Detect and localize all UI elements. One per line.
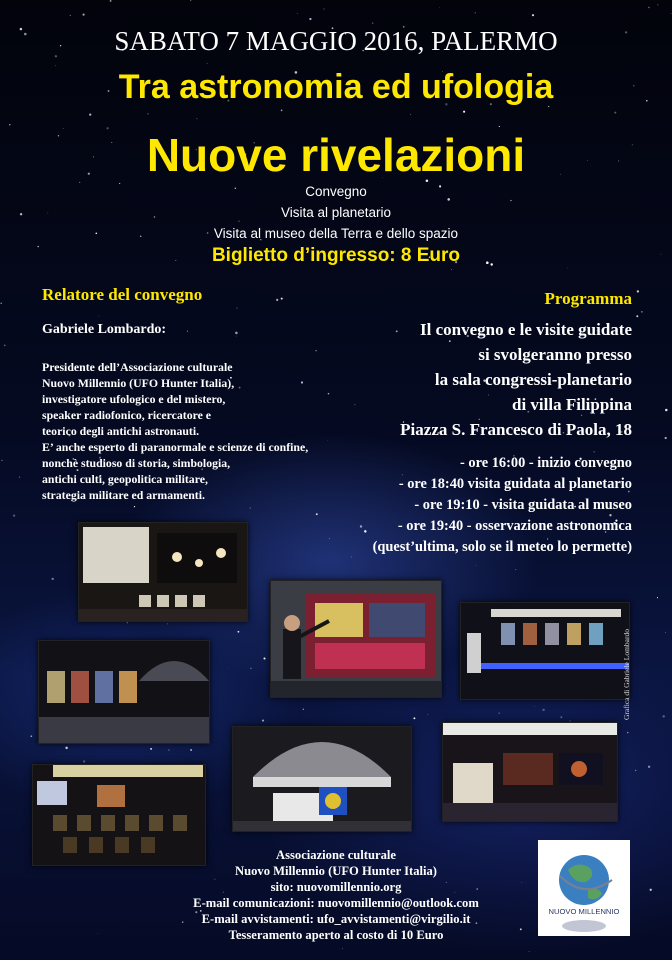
- speaker-bio-line: investigatore ufologico e del mistero,: [42, 392, 226, 406]
- star: [627, 732, 628, 733]
- star: [110, 0, 112, 2]
- star: [238, 631, 240, 633]
- star: [510, 200, 511, 201]
- program-heading: Programma: [544, 289, 632, 308]
- star: [413, 717, 415, 719]
- star: [250, 508, 251, 509]
- star: [665, 632, 666, 633]
- star: [263, 657, 265, 659]
- star: [1, 460, 2, 461]
- star: [637, 290, 639, 292]
- star: [529, 951, 530, 952]
- star: [327, 440, 328, 441]
- star: [315, 350, 316, 351]
- star: [89, 113, 91, 115]
- star: [297, 13, 298, 14]
- star: [396, 330, 398, 332]
- star: [641, 311, 642, 312]
- star: [354, 404, 355, 405]
- star: [262, 720, 264, 722]
- star: [648, 7, 649, 8]
- star: [303, 709, 304, 710]
- speaker-name: Gabriele Lombardo:: [42, 322, 167, 337]
- star: [238, 221, 239, 222]
- speaker-bio-line: Presidente dell’Associazione culturale: [42, 360, 233, 374]
- star: [449, 340, 451, 342]
- star: [439, 7, 440, 8]
- star: [665, 409, 668, 412]
- event-item-planetario: Visita al planetario: [280, 205, 392, 220]
- star: [594, 451, 595, 452]
- association-email-sightings: E-mail avvistamenti: ufo_avvistamenti@virgilio.it: [201, 912, 471, 926]
- star: [515, 569, 516, 570]
- ticket-price: Biglietto d’ingresso: 8 Euro: [211, 245, 461, 266]
- schedule-item: - ore 16:00 - inizio convegno: [460, 455, 632, 471]
- logo-text: NUOVO MILLENNIO: [548, 907, 620, 916]
- star: [342, 948, 343, 949]
- association-membership: Tesseramento aperto al costo di 10 Euro: [228, 928, 444, 942]
- star: [648, 766, 650, 768]
- star: [372, 22, 373, 23]
- photo-planetarium-dome: [232, 726, 412, 832]
- star: [475, 12, 476, 13]
- star: [4, 345, 6, 347]
- event-item-museo: Visita al museo della Terra e dello spazio: [213, 226, 459, 241]
- star: [364, 530, 366, 532]
- photo-conference-room: [78, 522, 248, 622]
- star: [328, 393, 330, 395]
- star: [309, 18, 311, 20]
- speaker-bio-line: nonchè studioso di storia, simbologia,: [42, 456, 231, 470]
- speaker-bio-line: speaker radiofonico, ricercatore e: [42, 408, 212, 422]
- event-date: SABATO 7 MAGGIO 2016, PALERMO: [114, 26, 558, 56]
- schedule-note: (quest’ultima, solo se il meteo lo permette): [372, 539, 632, 555]
- nuovo-millennio-logo: [538, 840, 630, 936]
- star: [451, 269, 452, 270]
- star: [499, 713, 500, 714]
- star: [567, 268, 568, 269]
- star: [83, 14, 85, 16]
- star: [657, 597, 658, 598]
- photo-museum-shelves: [460, 602, 630, 700]
- globe-icon: [559, 855, 612, 905]
- graphic-credit: Grafica di Gabriele Lombardo: [622, 629, 631, 720]
- star: [301, 381, 303, 383]
- event-subtitle: Tra astronomia ed ufologia: [118, 68, 554, 106]
- star: [1, 303, 2, 304]
- star: [65, 747, 67, 749]
- star: [237, 308, 238, 309]
- star: [9, 124, 10, 125]
- speaker-bio-line: E’ anche esperto di paranormale e scienze di confine,: [42, 440, 309, 454]
- speaker-heading: Relatore del convegno: [42, 285, 203, 304]
- star: [316, 513, 318, 515]
- star: [52, 578, 54, 580]
- star: [635, 770, 636, 771]
- star: [134, 506, 135, 507]
- star: [662, 715, 664, 717]
- association-email-info: E-mail comunicazioni: nuovomillennio@outlook.com: [193, 896, 479, 910]
- star: [196, 118, 197, 119]
- star: [98, 315, 99, 316]
- star: [499, 126, 500, 127]
- venue-line: di villa Filippina: [512, 395, 632, 414]
- star: [281, 110, 283, 112]
- star: [488, 394, 489, 395]
- speaker-bio-line: teorico degli antichi astronauti.: [42, 424, 200, 438]
- star: [13, 514, 15, 516]
- star: [127, 622, 128, 623]
- star: [609, 514, 611, 516]
- star: [475, 565, 476, 566]
- star: [190, 0, 192, 1]
- star: [55, 65, 56, 66]
- star: [70, 15, 71, 16]
- star: [351, 556, 352, 557]
- event-item-convegno: Convegno: [305, 184, 367, 199]
- venue-line: si svolgeranno presso: [478, 345, 632, 364]
- star: [658, 5, 659, 6]
- speaker-bio-line: antichi culti, geopolitica militare,: [42, 472, 208, 486]
- star: [187, 331, 188, 332]
- star: [671, 13, 672, 14]
- star: [463, 111, 465, 113]
- star: [360, 525, 362, 527]
- association-name: Associazione culturale: [276, 848, 396, 862]
- star: [532, 14, 534, 16]
- star: [147, 113, 148, 114]
- schedule-item: - ore 19:40 - osservazione astronomica: [397, 518, 632, 534]
- star: [329, 538, 330, 539]
- star: [167, 623, 168, 624]
- schedule-item: - ore 18:40 visita guidata al planetario: [398, 476, 632, 492]
- star: [427, 714, 428, 715]
- star: [207, 63, 208, 64]
- venue-line: Il convegno e le visite guidate: [419, 320, 632, 339]
- star: [614, 112, 616, 114]
- star: [31, 735, 33, 737]
- event-title: Nuove rivelazioni: [146, 129, 526, 181]
- star: [250, 668, 251, 669]
- star: [150, 748, 152, 750]
- schedule-item: - ore 19:10 - visita guidata al museo: [414, 497, 632, 513]
- star: [83, 760, 85, 762]
- star: [281, 298, 283, 300]
- photo-speaker-presentation: [270, 580, 442, 698]
- star: [236, 336, 237, 337]
- star: [168, 750, 169, 751]
- star: [665, 437, 667, 439]
- star: [636, 315, 638, 317]
- star: [19, 476, 20, 477]
- star: [190, 749, 192, 751]
- star: [235, 332, 238, 335]
- speaker-bio-line: Nuovo Millennio (UFO Hunter Italia),: [42, 376, 235, 390]
- star: [410, 114, 411, 115]
- photo-museum-hall: [442, 722, 618, 822]
- star: [560, 716, 562, 718]
- photo-planetarium-entrance: [38, 640, 210, 744]
- association-website: sito: nuovomillennio.org: [270, 880, 402, 894]
- association-name: Nuovo Millennio (UFO Hunter Italia): [235, 864, 437, 878]
- star: [228, 668, 229, 669]
- star: [324, 9, 325, 10]
- star: [239, 387, 241, 389]
- star: [276, 299, 278, 301]
- star: [534, 706, 535, 707]
- venue-address: Piazza S. Francesco di Paola, 18: [400, 420, 632, 439]
- speaker-bio-line: strategia militare ed armamenti.: [42, 488, 205, 502]
- venue-line: la sala congressi-planetario: [434, 370, 632, 389]
- star: [542, 709, 544, 711]
